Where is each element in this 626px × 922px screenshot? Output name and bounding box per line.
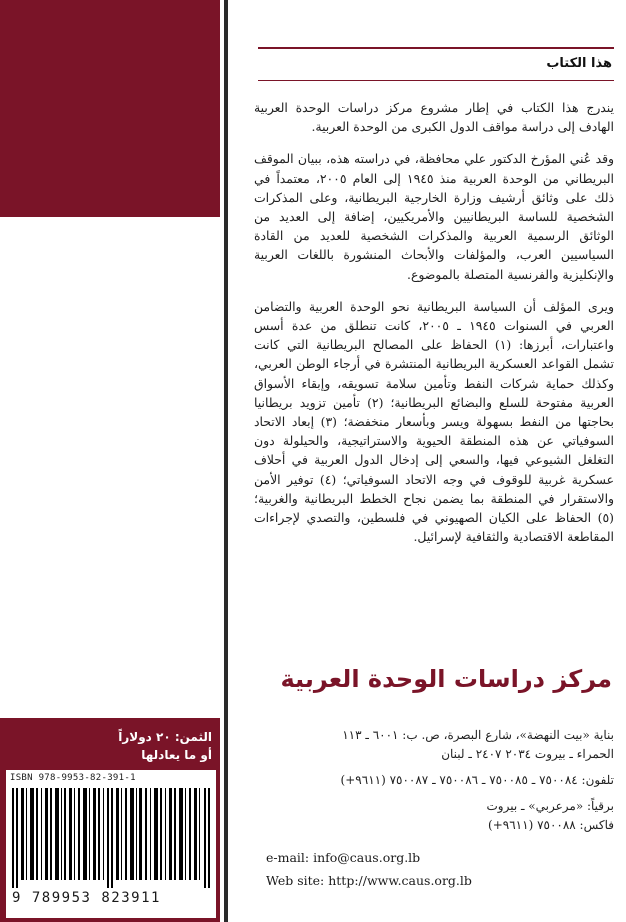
- email-link[interactable]: e-mail: info@caus.org.lb: [266, 850, 421, 865]
- price-line: الثمن: ٢٠ دولاراً: [118, 730, 212, 744]
- barcode-digits: 9 789953 823911: [12, 890, 161, 906]
- phone-line: تلفون: ٧٥٠٠٨٤ ـ ٧٥٠٠٨٥ ـ ٧٥٠٠٨٦ ـ ٧٥٠٠٨٧ (٩٦١١+): [340, 773, 614, 787]
- price-box: [12, 728, 212, 768]
- spine-divider: [224, 0, 228, 922]
- blurb-text: [254, 98, 614, 559]
- maroon-block-top: [0, 0, 220, 217]
- blurb-paragraph-3: ويرى المؤلف أن السياسة البريطانية نحو الوحدة العربية والتضامن العربي في السنوات ١٩٤٥ ـ ٢٠٠٥، كانت تنطلق من عدة أسس واعتبارات، أبرزها: (١) الحفاظ على المصالح البريطانية التي كانت تشمل القواعد العسكرية البريطانية المنتشرة في أرجاء الوطن العربي، وكذلك حماية شركات النفط وتأمين سلامة تسويقه، وإبقاء الأسواق العربية مفتوحة للسلع والبضائع البريطانية؛ (٢) تأمين تزويد بريطانيا بحاجتها من النفط بسهولة ويسر وبأسعار منخفضة؛ (٣) إبعاد الاتحاد السوفياتي عن هذه المنطقة الحيوية والاستراتيجية، والحيلولة دون التغلغل الشيوعي فيها، والسعي إلى إدخال الدول العربية في أحلاف عسكرية غربية للوقوف في وجه الاتحاد السوفياتي؛ (٤) توفير الأمن والاستقرار في المنطقة بما يضمن نجاح الخطط البريطانية والغربية؛ (٥) الحفاظ على الكيان الصهيوني في فلسطين، والتصدي لإجراءات المقاطعة الاقتصادية والثقافية لإسرائيل.: [254, 298, 615, 545]
- left-panel: [0, 0, 220, 922]
- section-title: هذا الكتاب: [546, 56, 612, 71]
- isbn-number: ISBN 978-9953-82-391-1: [10, 773, 136, 783]
- publisher-name: مركز دراسات الوحدة العربية: [280, 665, 612, 693]
- blurb-paragraph-1: يندرج هذا الكتاب في إطار مشروع مركز دراسات الوحدة العربية الهادف إلى دراسة مواقف الدول الكبرى من الوحدة العربية.: [254, 100, 614, 135]
- website-link[interactable]: Web site: http://www.caus.org.lb: [266, 873, 472, 888]
- header-rule-bottom: [258, 80, 614, 81]
- fax-line: فاكس: ٧٥٠٠٨٨ (٩٦١١+): [488, 818, 614, 832]
- telegram-line: برقياً: «مرعربي» ـ بيروت: [486, 799, 614, 813]
- blurb-paragraph-2: وقد عُني المؤرخ الدكتور علي محافظة، في دراسته هذه، ببيان الموقف البريطاني من الوحدة العربية منذ ١٩٤٥ إلى العام ٢٠٠٥، معتمداً في ذلك على وثائق أرشيف وزارة الخارجية البريطانية، وعلى المذكرات الشخصية للساسة البريطانيين والأمريكيين، إضافة إلى العديد من الوثائق الرسمية العربية والمذكرات الشخصية للعديد من القادة السياسيين العرب، والمؤلفات والأبحاث المنشورة باللغات العربية والإنكليزية والفرنسية المتصلة بالموضوع.: [254, 151, 614, 282]
- address-line-2: الحمراء ـ بيروت ٢٠٣٤ ٢٤٠٧ ـ لبنان: [441, 747, 614, 761]
- publisher-contact: [258, 726, 614, 835]
- address-line-1: بناية «بيت النهضة»، شارع البصرة، ص. ب: ٦٠٠١ ـ ١١٣: [342, 728, 614, 742]
- price-equivalent: أو ما يعادلها: [141, 748, 212, 762]
- barcode-label: [6, 770, 216, 918]
- barcode-icon: [12, 788, 210, 888]
- header-rule-top: [258, 47, 614, 49]
